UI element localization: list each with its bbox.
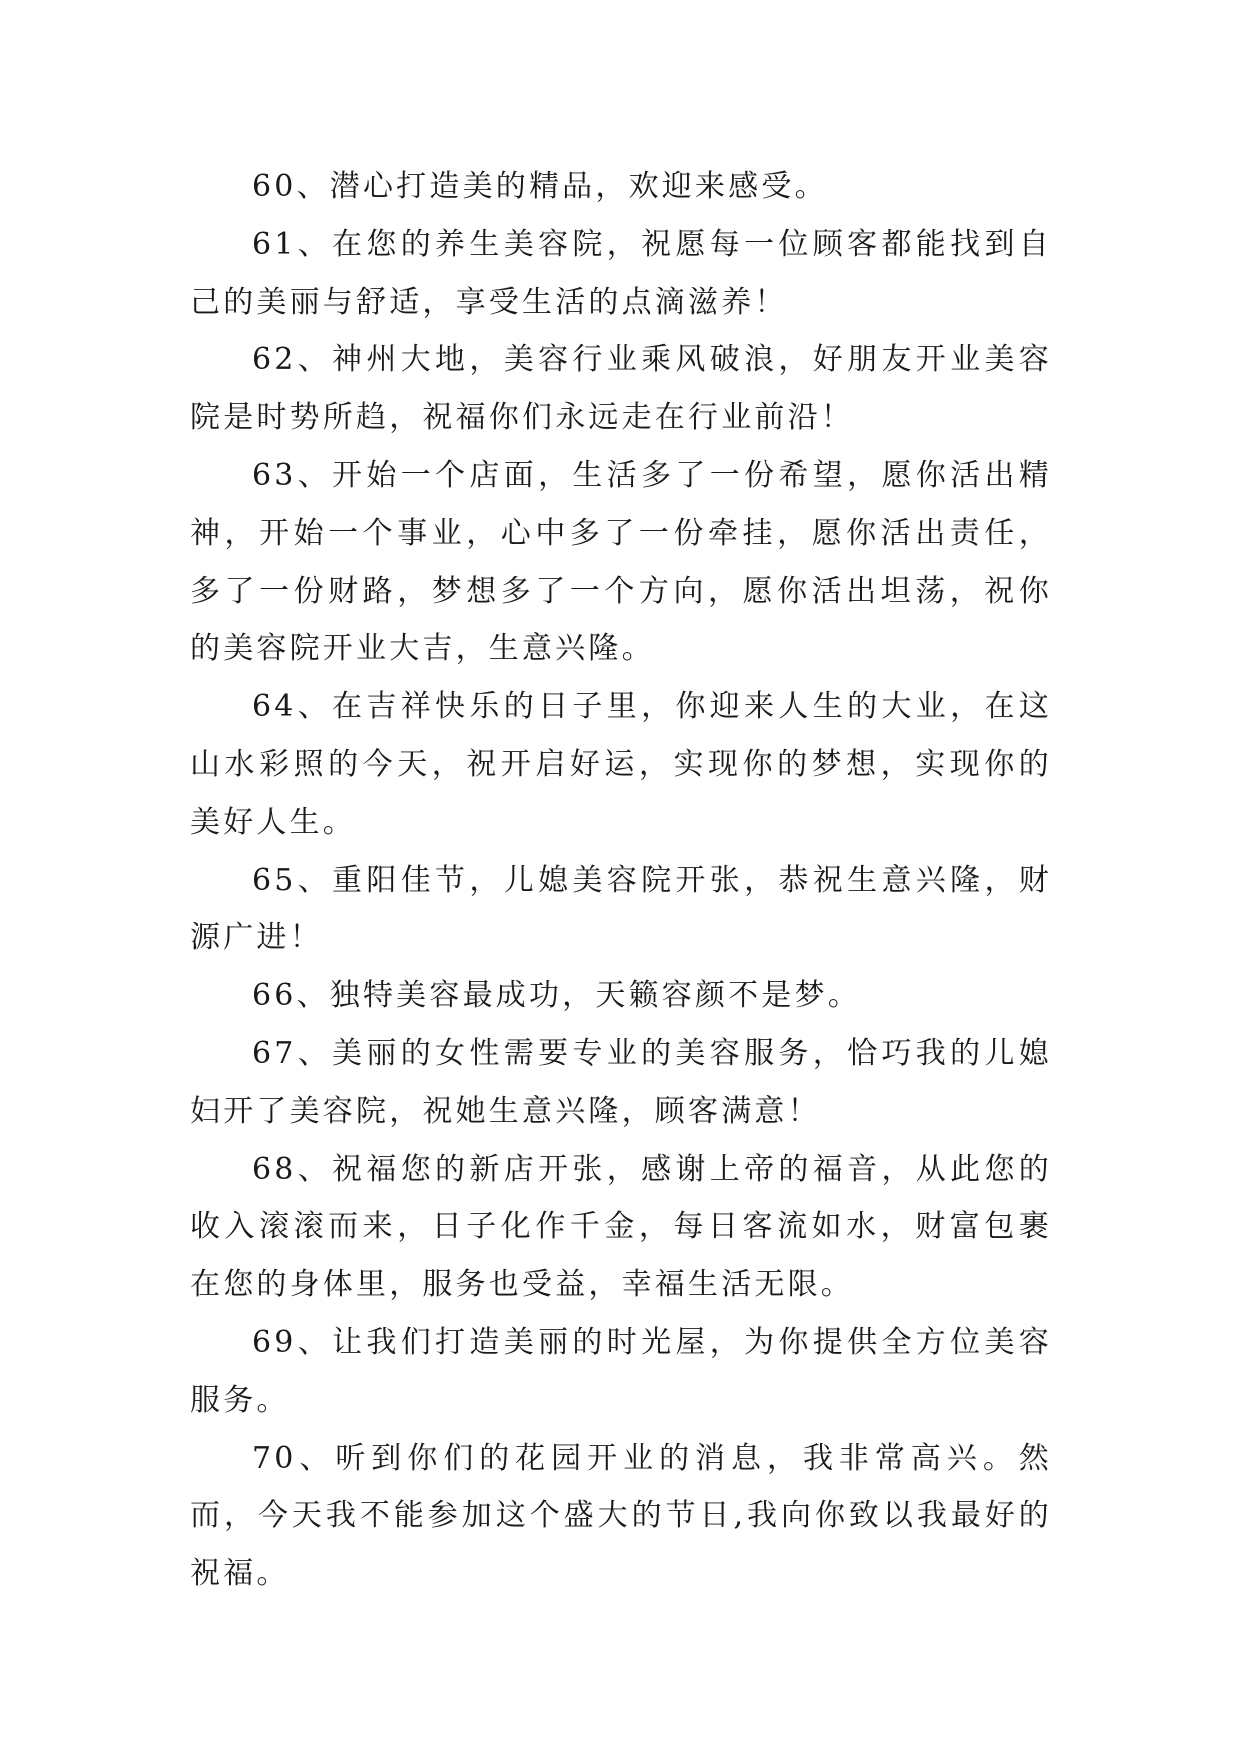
paragraph-69: 69、让我们打造美丽的时光屋，为你提供全方位美容服务。 — [190, 1324, 1052, 1418]
paragraph-62: 62、神州大地，美容行业乘风破浪，好朋友开业美容院是时势所趋，祝福你们永远走在行业前沿！ — [190, 342, 1052, 436]
paragraph-63: 63、开始一个店面，生活多了一份希望，愿你活出精神，开始一个事业，心中多了一份牵挂，愿你活出责任，多了一份财路，梦想多了一个方向，愿你活出坦荡，祝你的美容院开业大吉，生意兴隆。 — [190, 457, 1052, 667]
paragraph-70: 70、听到你们的花园开业的消息，我非常高兴。然而，今天我不能参加这个盛大的节日,我向你致以我最好的祝福。 — [190, 1440, 1052, 1592]
paragraph-68: 68、祝福您的新店开张，感谢上帝的福音，从此您的收入滚滚而来，日子化作千金，每日客流如水，财富包裹在您的身体里，服务也受益，幸福生活无限。 — [190, 1151, 1052, 1303]
paragraph-64: 64、在吉祥快乐的日子里，你迎来人生的大业，在这山水彩照的今天，祝开启好运，实现你的梦想，实现你的美好人生。 — [190, 689, 1052, 840]
paragraph-66: 66、独特美容最成功，天籁容颜不是梦。 — [252, 978, 861, 1014]
paragraph-61: 61、在您的养生美容院，祝愿每一位顾客都能找到自己的美丽与舒适，享受生活的点滴滋养！ — [190, 226, 1052, 320]
paragraph-65: 65、重阳佳节，儿媳美容院开张，恭祝生意兴隆，财源广进！ — [190, 862, 1052, 956]
paragraph-67: 67、美丽的女性需要专业的美容服务，恰巧我的儿媳妇开了美容院，祝她生意兴隆，顾客满意！ — [190, 1035, 1052, 1129]
paragraph-60: 60、潜心打造美的精品，欢迎来感受。 — [252, 169, 828, 204]
document-body — [190, 158, 1052, 1603]
